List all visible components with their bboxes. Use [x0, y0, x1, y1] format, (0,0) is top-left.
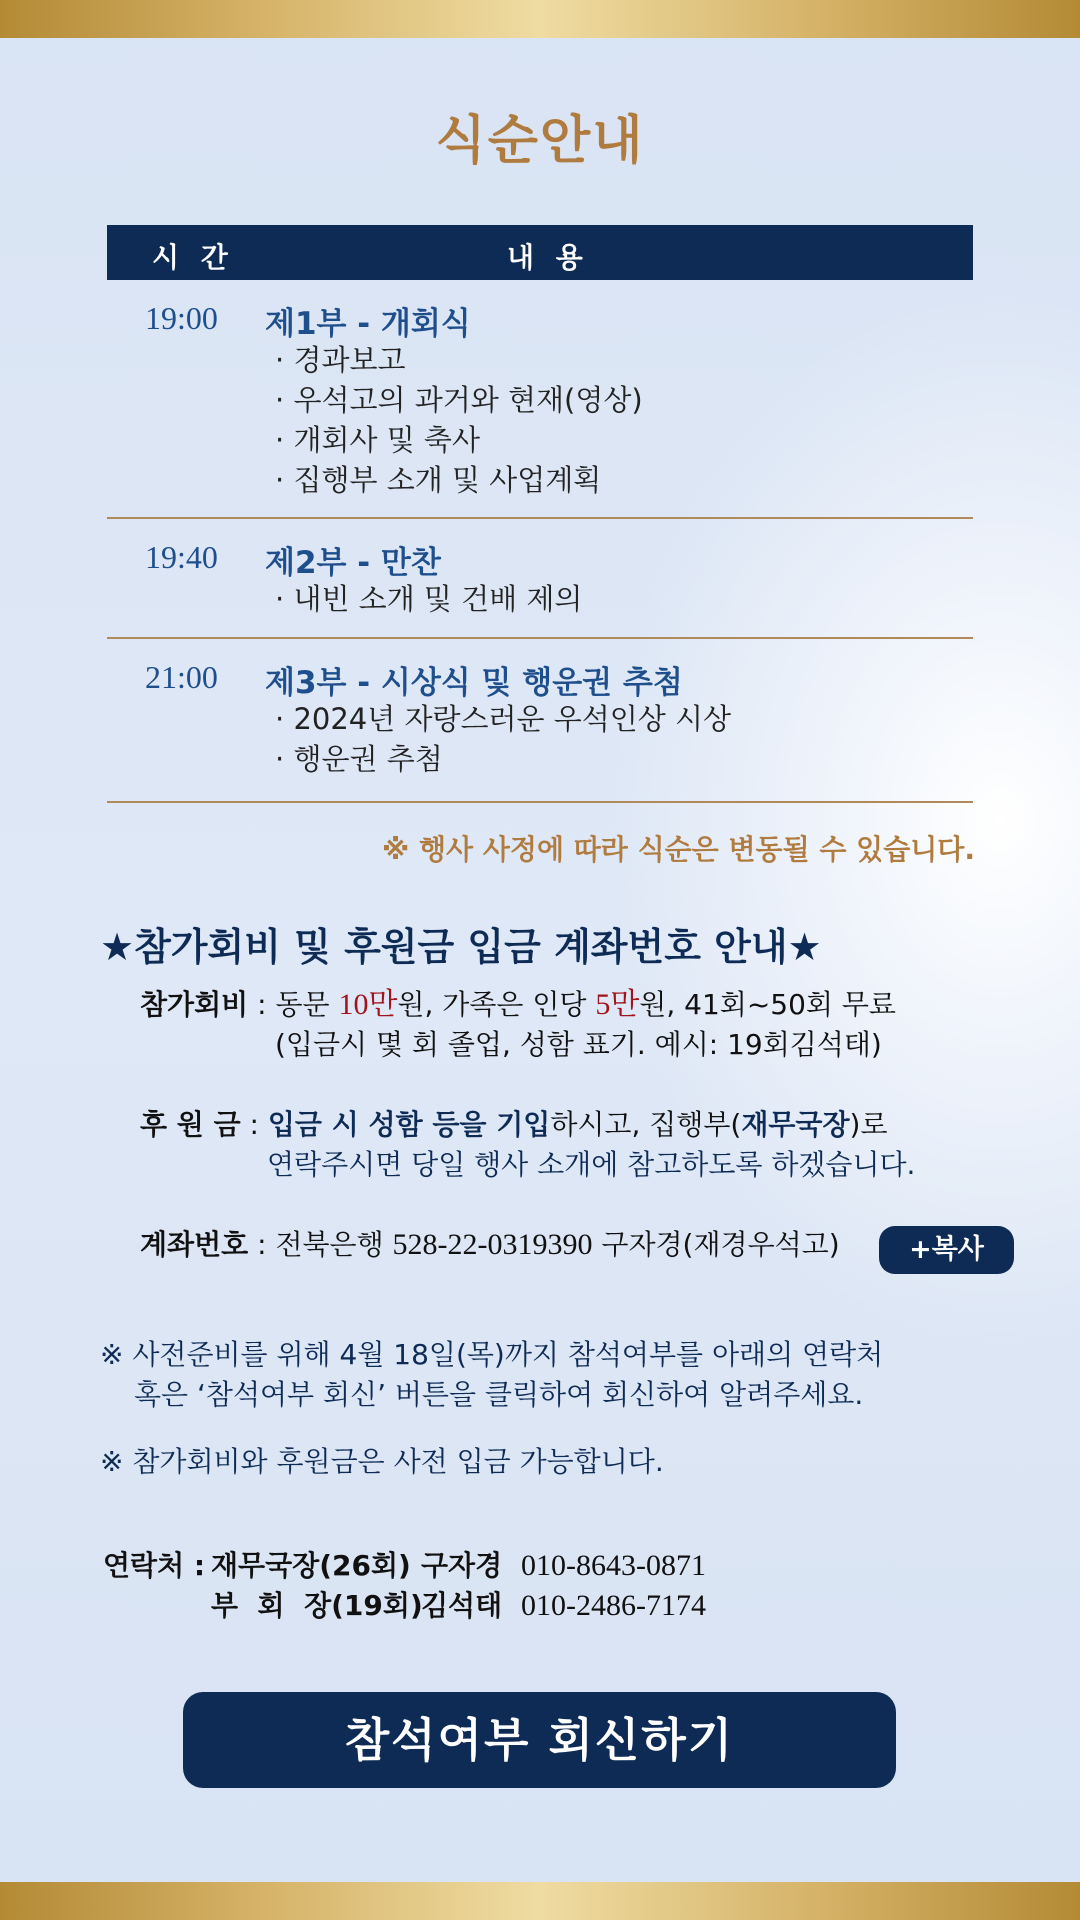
sponsorship-info [140, 1105, 915, 1185]
contact-role: 재무국장(26회) [211, 1549, 411, 1582]
contact-info [103, 1546, 706, 1626]
bottom-gold-border [0, 1882, 1080, 1920]
contact-label: 연락처 : [103, 1549, 206, 1582]
row-part-title: 제2부 - 만찬 [265, 545, 441, 581]
account-separator: : [248, 1228, 276, 1261]
fee-text-b: 원, 가족은 인당 [397, 988, 596, 1021]
account-holder: 구자경(재경우석고) [592, 1228, 840, 1261]
sponsor-line [140, 1105, 915, 1145]
fee-label: 참가회비 [140, 988, 249, 1021]
note-line: ※ 사전준비를 위해 4월 18일(목)까지 참석여부를 아래의 연락처 [100, 1338, 884, 1371]
list-item: · 개회사 및 축사 [275, 420, 643, 460]
table-row [107, 639, 973, 803]
row-item-list [275, 579, 582, 619]
rsvp-deadline-note [100, 1335, 883, 1415]
header-time: 시 간 [152, 241, 234, 274]
schedule-table [107, 280, 973, 803]
account-label: 계좌번호 [140, 1228, 249, 1261]
account-number-info [140, 1225, 840, 1265]
list-item: · 우석고의 과거와 현재(영상) [275, 380, 643, 420]
page-title: 식순안내 [435, 111, 645, 171]
fee-separator: : [248, 988, 276, 1021]
fee-amount-family: 5만 [595, 988, 640, 1021]
contact-row [103, 1546, 706, 1586]
fee-amount-alumni: 10만 [338, 988, 398, 1021]
sponsor-separator: : [240, 1108, 268, 1141]
list-item: · 경과보고 [275, 340, 643, 380]
fee-note: (입금시 몇 회 졸업, 성함 표기. 예시: 19회김석태) [275, 1028, 882, 1061]
account-bank: 전북은행 [275, 1228, 393, 1261]
sponsor-note: 연락주시면 당일 행사 소개에 참고하도록 하겠습니다. [267, 1148, 916, 1181]
contact-label-spacer [103, 1586, 211, 1626]
schedule-table-header [107, 225, 973, 280]
sponsor-bold-a: 입금 시 성함 등을 기입 [267, 1108, 551, 1141]
note-line: 혹은 ‘참석여부 회신’ 버튼을 클릭하여 회신하여 알려주세요. [134, 1378, 864, 1411]
contact-role: 부 회 장(19회) [211, 1589, 423, 1622]
list-item: · 행운권 추첨 [275, 739, 731, 779]
contact-name: 김석태 [421, 1589, 503, 1622]
row-item-list [275, 699, 731, 779]
copy-account-button[interactable]: +복사 [879, 1226, 1014, 1274]
sponsor-bold-b: 재무국장 [741, 1108, 850, 1141]
top-gold-border [0, 0, 1080, 38]
participation-fee-info [140, 985, 896, 1065]
schedule-change-notice: ※ 행사 사정에 따라 식순은 변동될 수 있습니다. [382, 833, 975, 866]
table-row [107, 280, 973, 519]
list-item: · 내빈 소개 및 건배 제의 [275, 579, 582, 619]
sponsor-label: 후 원 금 [140, 1108, 241, 1141]
row-item-list [275, 340, 643, 500]
contact-phone[interactable]: 010-8643-0871 [521, 1549, 706, 1582]
fee-text-a: 동문 [275, 988, 339, 1021]
header-content: 내 용 [507, 241, 589, 274]
row-time: 21:00 [145, 659, 218, 695]
row-time: 19:40 [145, 539, 218, 575]
list-item: · 집행부 소개 및 사업계획 [275, 460, 643, 500]
sponsor-text-b: )로 [849, 1108, 888, 1141]
account-section-title: ★참가회비 및 후원금 입금 계좌번호 안내★ [100, 925, 822, 969]
row-part-title: 제3부 - 시상식 및 행운권 추첨 [265, 665, 683, 701]
fee-text-c: 원, 41회~50회 무료 [639, 988, 896, 1021]
fee-line [140, 985, 896, 1025]
row-part-title: 제1부 - 개회식 [265, 306, 471, 342]
prepayment-note: ※ 참가회비와 후원금은 사전 입금 가능합니다. [100, 1445, 664, 1478]
sponsor-text-a: 하시고, 집행부( [550, 1108, 742, 1141]
rsvp-reply-button[interactable]: 참석여부 회신하기 [183, 1692, 896, 1788]
list-item: · 2024년 자랑스러운 우석인상 시상 [275, 699, 731, 739]
contact-phone[interactable]: 010-2486-7174 [521, 1589, 706, 1622]
table-row [107, 519, 973, 639]
contact-row [103, 1586, 706, 1626]
account-number: 528-22-0319390 [392, 1228, 593, 1261]
row-time: 19:00 [145, 300, 218, 336]
contact-name: 구자경 [421, 1549, 503, 1582]
